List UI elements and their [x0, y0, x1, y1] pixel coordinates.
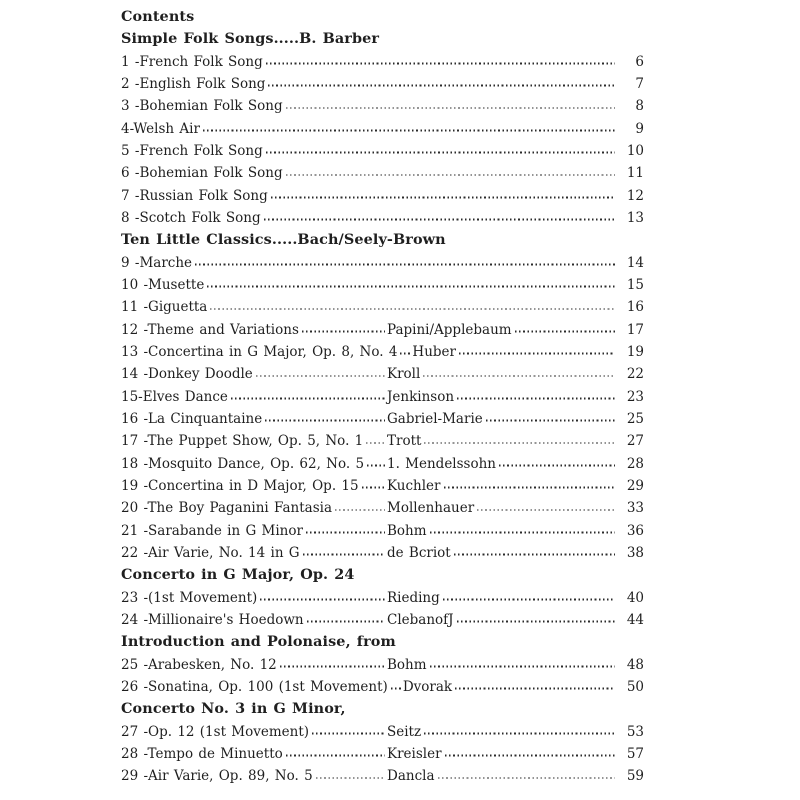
toc-entry-row — [121, 765, 644, 787]
toc-entry-row — [121, 296, 644, 318]
toc-entry-label: 29 -Air Varie, Op. 89, No. 5 — [121, 768, 313, 785]
dot-leader — [266, 152, 615, 154]
toc-entry-row — [121, 721, 644, 743]
toc-entry-page: 8 — [635, 98, 644, 115]
toc-entry-left — [121, 386, 387, 408]
toc-entry-label: 22 -Air Varie, No. 14 in G — [121, 544, 300, 561]
toc-entry-row — [121, 408, 644, 430]
dot-leader — [268, 85, 615, 87]
dot-leader — [306, 531, 385, 533]
dot-leader — [424, 732, 615, 734]
toc-entry-page: 22 — [626, 366, 644, 383]
toc-entry-row — [121, 475, 644, 497]
toc-entry-label: 2 -English Folk Song — [121, 75, 266, 92]
dot-leader — [256, 375, 385, 377]
toc-entry-row — [121, 676, 644, 698]
toc-entry-composer: Seitz — [387, 723, 422, 740]
toc-entry-label: 11 -Giguetta — [121, 299, 208, 316]
toc-entry-row — [121, 430, 644, 452]
toc-entry-page: 12 — [626, 187, 644, 204]
toc-entry-page: 11 — [626, 165, 644, 182]
toc-entry-page: 53 — [626, 723, 644, 740]
section-heading: Simple Folk Songs.....B. Barber — [121, 30, 380, 48]
toc-entry-left — [121, 341, 412, 363]
toc-entry-composer: Rieding — [387, 589, 440, 606]
toc-entry-row — [121, 363, 644, 385]
toc-entry-page: 50 — [626, 678, 644, 695]
toc-entry-left — [121, 475, 387, 497]
toc-entry-page: 44 — [626, 611, 644, 628]
toc-entry-row — [121, 140, 644, 162]
toc-entry-page: 27 — [626, 433, 644, 450]
toc-entry-label: 4-Welsh Air — [121, 120, 200, 137]
toc-entry-row — [121, 162, 644, 184]
toc-entry-row — [121, 73, 644, 95]
dot-leader — [391, 688, 401, 690]
dot-leader — [231, 397, 385, 399]
toc-entry-composer: Kroll — [387, 366, 421, 383]
toc-entry-row — [121, 386, 644, 408]
dot-leader — [266, 63, 615, 65]
dot-leader — [286, 174, 615, 176]
toc-entry-page: 6 — [635, 53, 644, 70]
dot-leader — [430, 665, 615, 667]
dot-leader — [367, 464, 385, 466]
dot-leader — [307, 621, 385, 623]
dot-leader — [438, 777, 616, 779]
toc-entry-page: 28 — [626, 455, 644, 472]
toc-entry-label: 6 -Bohemian Folk Song — [121, 165, 283, 182]
dot-leader — [499, 464, 615, 466]
toc-entry-label: 13 -Concertina in G Major, Op. 8, No. 4 — [121, 343, 398, 360]
toc-entry-left — [121, 743, 387, 765]
dot-leader — [265, 420, 385, 422]
toc-entry-label: 17 -The Puppet Show, Op. 5, No. 1 — [121, 433, 364, 450]
dot-leader — [302, 331, 385, 333]
toc-entry-page: 7 — [635, 75, 644, 92]
toc-entry-row — [121, 453, 644, 475]
toc-entry-label: 27 -Op. 12 (1st Movement) — [121, 723, 310, 740]
toc-entry-page: 57 — [626, 745, 644, 762]
toc-entry-page: 33 — [626, 500, 644, 517]
toc-entry-label: 3 -Bohemian Folk Song — [121, 98, 283, 115]
toc-entry-left — [121, 453, 387, 475]
dot-leader — [210, 308, 615, 310]
dot-leader — [286, 755, 385, 757]
toc-entry-page: 19 — [626, 343, 644, 360]
toc-entry-left — [121, 721, 387, 743]
toc-entry-composer: Papini/Applebaum — [387, 321, 512, 338]
toc-entry-left — [121, 654, 387, 676]
dot-leader — [312, 732, 385, 734]
toc-entry-left — [121, 520, 387, 542]
toc-entry-composer: Bohm — [387, 522, 427, 539]
toc-entry-left — [121, 542, 387, 564]
toc-entry-composer: 1. Mendelssohn — [387, 455, 496, 472]
toc-entry-left — [121, 363, 387, 385]
toc-entry-label: 19 -Concertina in D Major, Op. 15 — [121, 477, 359, 494]
toc-entry-composer: Gabriel-Marie — [387, 410, 483, 427]
toc-entry-composer: Dvorak — [402, 678, 453, 695]
toc-entry-row — [121, 609, 644, 631]
section-heading: Concerto No. 3 in G Minor, — [121, 700, 346, 718]
toc-entry-label: 25 -Arabesken, No. 12 — [121, 656, 277, 673]
toc-entry-left — [121, 319, 387, 341]
toc-entry-row — [121, 587, 644, 609]
toc-entry-page: 14 — [626, 254, 644, 271]
toc-entry-row — [121, 520, 644, 542]
dot-leader — [457, 621, 615, 623]
dot-leader — [366, 442, 385, 444]
toc-entry-label: 8 -Scotch Folk Song — [121, 209, 261, 226]
toc-entry-row — [121, 118, 644, 140]
toc-entry-page: 17 — [626, 321, 644, 338]
toc-entry-label: 20 -The Boy Paganini Fantasia — [121, 500, 332, 517]
toc-entry-composer: Kuchler — [387, 477, 441, 494]
toc-entry-label: 24 -Millionaire's Hoedown — [121, 611, 304, 628]
dot-leader — [457, 397, 615, 399]
dot-leader — [280, 665, 385, 667]
toc-entry-left — [121, 587, 387, 609]
dot-leader — [286, 107, 615, 109]
toc-entry-composer: Kreisler — [387, 745, 442, 762]
toc-entry-page: 59 — [626, 768, 644, 785]
dot-leader — [444, 487, 616, 489]
dot-leader — [454, 554, 615, 556]
dot-leader — [424, 442, 615, 444]
toc-entry-page: 29 — [626, 477, 644, 494]
dot-leader — [477, 509, 615, 511]
page-title: Contents — [121, 8, 195, 25]
toc-entry-left — [121, 430, 387, 452]
toc-entry-row — [121, 252, 644, 274]
toc-entry-composer: Jenkinson — [387, 388, 455, 405]
toc-entry-label: 5 -French Folk Song — [121, 142, 263, 159]
dot-leader — [445, 755, 615, 757]
toc-entry-composer: Bohm — [387, 656, 427, 673]
toc-entry-label: 12 -Theme and Variations — [121, 321, 299, 338]
dot-leader — [195, 264, 615, 266]
toc-entry-row — [121, 542, 644, 564]
toc-entry-label: 7 -Russian Folk Song — [121, 187, 268, 204]
toc-entry-page: 38 — [626, 544, 644, 561]
dot-leader — [316, 777, 385, 779]
toc-entry-label: 26 -Sonatina, Op. 100 (1st Movement) — [121, 678, 388, 695]
toc — [121, 6, 644, 787]
toc-entry-label: 18 -Mosquito Dance, Op. 62, No. 5 — [121, 455, 365, 472]
toc-entry-label: 10 -Musette — [121, 276, 205, 293]
toc-entry-left — [121, 765, 387, 787]
toc-entry-page: 13 — [626, 209, 644, 226]
dot-leader — [455, 688, 615, 690]
toc-entry-page: 25 — [626, 410, 644, 427]
toc-entry-page: 9 — [635, 120, 644, 137]
toc-entry-page: 36 — [626, 522, 644, 539]
dot-leader — [203, 130, 615, 132]
toc-entry-row — [121, 95, 644, 117]
toc-entry-row — [121, 274, 644, 296]
toc-entry-page: 48 — [626, 656, 644, 673]
toc-entry-row — [121, 743, 644, 765]
toc-entry-row — [121, 497, 644, 519]
dot-leader — [443, 598, 615, 600]
toc-entry-row — [121, 341, 644, 363]
toc-entry-row — [121, 185, 644, 207]
toc-entry-page: 16 — [626, 299, 644, 316]
toc-entry-label: 23 -(1st Movement) — [121, 589, 258, 606]
toc-entry-label: 16 -La Cinquantaine — [121, 410, 263, 427]
toc-entry-left — [121, 408, 387, 430]
dot-leader — [515, 331, 615, 333]
toc-entry-left — [121, 609, 387, 631]
toc-entry-page: 10 — [626, 142, 644, 159]
dot-leader — [264, 219, 615, 221]
dot-leader — [430, 531, 615, 533]
toc-entry-composer: Dancla — [387, 768, 435, 785]
toc-entry-row — [121, 51, 644, 73]
toc-entry-composer: Huber — [412, 343, 456, 360]
dot-leader — [271, 197, 615, 199]
toc-entry-label: 21 -Sarabande in G Minor — [121, 522, 303, 539]
toc-entry-page: 23 — [626, 388, 644, 405]
toc-entry-label: 28 -Tempo de Minuetto — [121, 745, 283, 762]
toc-entry-left — [121, 497, 387, 519]
toc-entry-composer: Mollenhauer — [387, 500, 475, 517]
toc-entry-composer: Trott — [387, 433, 422, 450]
toc-entry-composer: ClebanofJ — [387, 611, 454, 628]
section-heading: Ten Little Classics.....Bach/Seely-Brown — [121, 231, 446, 249]
dot-leader — [303, 554, 385, 556]
dot-leader — [207, 286, 615, 288]
dot-leader — [486, 420, 615, 422]
toc-entry-row — [121, 654, 644, 676]
toc-entry-left — [121, 676, 403, 698]
dot-leader — [459, 353, 615, 355]
dot-leader — [400, 353, 410, 355]
dot-leader — [335, 509, 385, 511]
toc-entry-page: 15 — [626, 276, 644, 293]
toc-entry-composer: de Bcriot — [387, 544, 451, 561]
toc-entry-row — [121, 207, 644, 229]
toc-entry-label: 14 -Donkey Doodle — [121, 366, 253, 383]
section-heading: Introduction and Polonaise, from — [121, 633, 396, 651]
toc-entry-label: 9 -Marche — [121, 254, 193, 271]
dot-leader — [362, 487, 385, 489]
dot-leader — [423, 375, 615, 377]
toc-entry-row — [121, 319, 644, 341]
section-heading: Concerto in G Major, Op. 24 — [121, 566, 355, 584]
toc-entry-label: 15-Elves Dance — [121, 388, 228, 405]
dot-leader — [260, 598, 385, 600]
toc-entry-label: 1 -French Folk Song — [121, 53, 263, 70]
toc-entry-page: 40 — [626, 589, 644, 606]
